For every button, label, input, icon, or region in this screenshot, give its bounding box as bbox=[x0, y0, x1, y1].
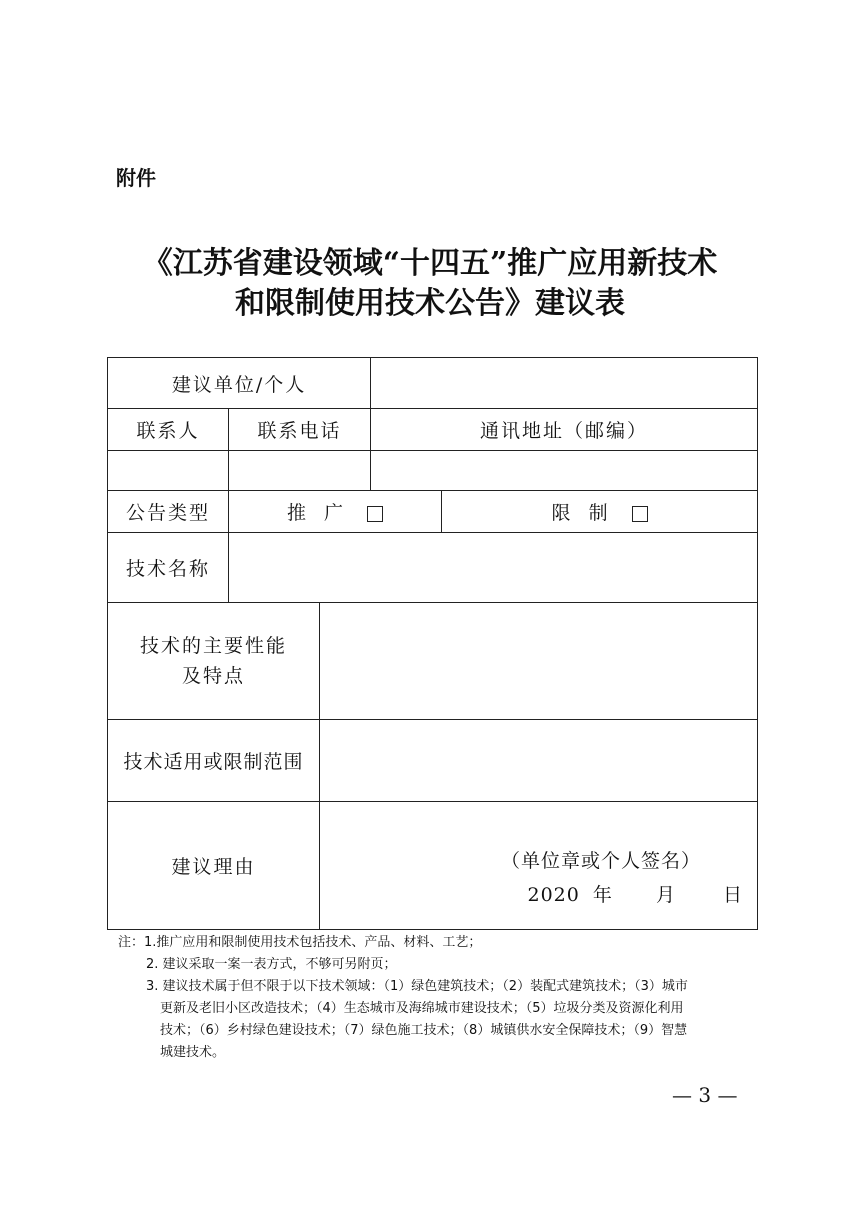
signature-note: （单位章或个人签名） bbox=[501, 850, 702, 872]
contact-person-label: 联系人 bbox=[108, 409, 229, 451]
page-number: — 3 — bbox=[672, 1083, 738, 1107]
note-line-6: 城建技术。 bbox=[160, 1045, 226, 1060]
document-title-line2: 和限制使用技术公告》建议表 bbox=[235, 286, 625, 321]
restrict-option[interactable] bbox=[442, 491, 758, 533]
form-row-scope bbox=[108, 720, 758, 802]
date-day-unit: 日 bbox=[723, 884, 744, 906]
performance-label-line2: 及特点 bbox=[181, 665, 245, 687]
form-row-reason bbox=[108, 802, 758, 930]
promote-label: 推 广 bbox=[286, 502, 346, 524]
tech-name-label: 技术名称 bbox=[108, 533, 229, 603]
form-row-contact-values bbox=[108, 451, 758, 491]
restrict-checkbox[interactable] bbox=[632, 506, 648, 522]
document-title-line1: 《江苏省建设领域“十四五”推广应用新技术 bbox=[142, 246, 718, 281]
date-year: 2020 bbox=[527, 884, 580, 906]
form-row-tech-name bbox=[108, 533, 758, 603]
note-line-2: 2. 建议采取一案一表方式，不够可另附页； bbox=[146, 957, 397, 972]
phone-label: 联系电话 bbox=[229, 409, 371, 451]
note-line-1: 注：1.推广应用和限制使用技术包括技术、产品、材料、工艺； bbox=[118, 935, 482, 950]
form-row-unit bbox=[108, 358, 758, 409]
date-year-unit: 年 bbox=[592, 884, 613, 906]
note-line-4: 更新及老旧小区改造技术；（4）生态城市及海绵城市建设技术；（5）垃圾分类及资源化利用 bbox=[160, 1001, 684, 1016]
note-line-5: 技术；（6）乡村绿色建设技术；（7）绿色施工技术；（8）城镇供水安全保障技术；（9）智慧 bbox=[160, 1023, 688, 1038]
date-line bbox=[527, 880, 743, 907]
scope-label: 技术适用或限制范围 bbox=[108, 720, 320, 802]
performance-field[interactable] bbox=[320, 603, 758, 720]
form-row-contact-headers bbox=[108, 409, 758, 451]
unit-label: 建议单位/个人 bbox=[108, 358, 371, 409]
phone-field[interactable] bbox=[229, 451, 371, 491]
suggestion-form-table bbox=[107, 357, 758, 930]
promote-option[interactable] bbox=[229, 491, 442, 533]
scope-field[interactable] bbox=[320, 720, 758, 802]
form-row-type bbox=[108, 491, 758, 533]
note-line-3: 3. 建议技术属于但不限于以下技术领域：（1）绿色建筑技术；（2）装配式建筑技术；（3）城市 bbox=[146, 979, 688, 994]
promote-checkbox[interactable] bbox=[367, 506, 383, 522]
attachment-label: 附件 bbox=[116, 166, 156, 190]
date-month-unit: 月 bbox=[655, 884, 676, 906]
form-row-performance bbox=[108, 603, 758, 720]
performance-label bbox=[108, 603, 320, 720]
restrict-label: 限 制 bbox=[551, 502, 610, 524]
reason-label: 建议理由 bbox=[108, 802, 320, 930]
address-field[interactable] bbox=[371, 451, 758, 491]
reason-field[interactable] bbox=[320, 802, 758, 930]
address-label: 通讯地址（邮编） bbox=[371, 409, 758, 451]
notes-section bbox=[118, 932, 758, 1064]
unit-value-field[interactable] bbox=[371, 358, 758, 409]
tech-name-field[interactable] bbox=[229, 533, 758, 603]
contact-person-field[interactable] bbox=[108, 451, 229, 491]
performance-label-line1: 技术的主要性能 bbox=[139, 635, 287, 657]
type-label: 公告类型 bbox=[108, 491, 229, 533]
